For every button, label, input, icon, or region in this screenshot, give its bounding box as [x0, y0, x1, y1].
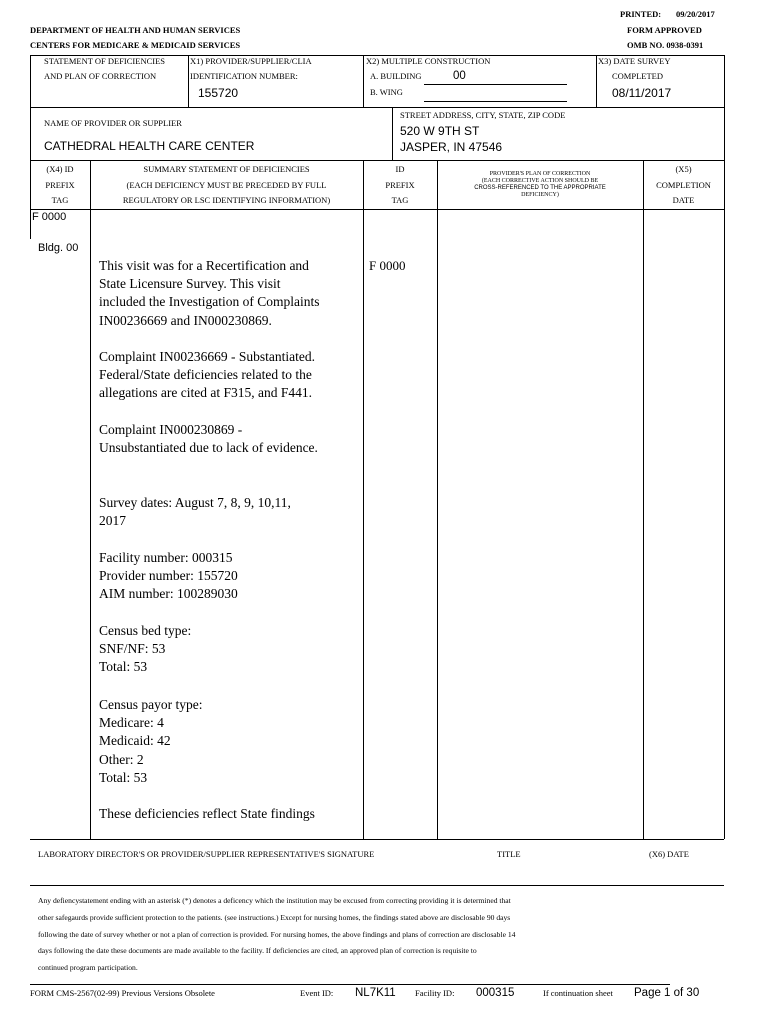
x1-label: X1) PROVIDER/SUPPLIER/CLIA — [190, 56, 312, 66]
id-header-2: PREFIX — [385, 180, 415, 190]
signature-label: LABORATORY DIRECTOR'S OR PROVIDER/SUPPLIER REPRESENTATIVE'S SIGNATURE — [38, 849, 375, 859]
x3-label: X3) DATE SURVEY — [598, 56, 671, 66]
building-label: A. BUILDING — [370, 71, 422, 81]
x1-label2: IDENTIFICATION NUMBER: — [190, 71, 298, 81]
facility-id-label: Facility ID: — [415, 988, 455, 998]
disclaimer-line: days following the date these documents are made available to the facility. If deficiencies are cited, an approved plan of correction is requisite to — [38, 946, 477, 956]
disclaimer-line: Any defiencystatement ending with an asterisk (*) denotes a deficency which the institution may be excused from correcting providing it is determined that — [38, 896, 511, 905]
id-header-3: TAG — [391, 195, 409, 205]
wing-label: B. WING — [370, 87, 403, 97]
id-header-1: ID — [395, 164, 405, 174]
id-tag: F 0000 — [369, 258, 406, 273]
event-id-label: Event ID: — [300, 988, 334, 998]
building-value: 00 — [453, 70, 466, 82]
prefix-tag: F 0000 — [32, 211, 67, 223]
building-tag: Bldg. 00 — [38, 242, 79, 254]
provider-name: CATHEDRAL HEALTH CARE CENTER — [44, 139, 255, 153]
facility-id-value: 000315 — [476, 987, 515, 999]
form-approved: FORM APPROVED — [627, 25, 702, 35]
paragraph-state-findings: These deficiencies reflect State findings — [99, 806, 315, 821]
department-title: DEPARTMENT OF HEALTH AND HUMAN SERVICES — [30, 25, 241, 35]
plan-header-3: CROSS-REFERENCED TO THE APPROPRIATE — [474, 185, 606, 191]
paragraph-recertification: This visit was for a Recertification and State Licensure Survey. This visit included the Investigation of Complaints IN00236669 and IN000230869. — [99, 258, 320, 328]
paragraph-complaint-substantiated: Complaint IN00236669 - Substantiated. Federal/State deficiencies related to the allegations are cited at F315, and F441. — [99, 349, 315, 401]
statement-label-line1: STATEMENT OF DEFICIENCIES — [44, 56, 166, 66]
date-label: (X6) DATE — [649, 849, 689, 859]
title-label: TITLE — [497, 849, 521, 859]
omb-number: OMB NO. 0938-0391 — [627, 40, 704, 50]
x4-header-1: (X4) ID — [46, 164, 74, 174]
continuation-label: If continuation sheet — [543, 988, 613, 998]
x2-label: X2) MULTIPLE CONSTRUCTION — [366, 56, 491, 66]
disclaimer-line: other safegaurds provide sufficient protection to the patients. (see instructions.) Except for nursing homes, the findings stated above are disclosable 90 days — [38, 912, 511, 922]
disclaimer — [38, 893, 718, 977]
centers-title: CENTERS FOR MEDICARE & MEDICAID SERVICES — [30, 40, 241, 50]
summary-header-2: (EACH DEFICIENCY MUST BE PRECEDED BY FULL — [126, 180, 327, 190]
paragraph-facility-numbers: Facility number: 000315 Provider number: 155720 AIM number: 100289030 — [99, 550, 238, 602]
paragraph-census-bed: Census bed type: SNF/NF: 53 Total: 53 — [99, 623, 192, 675]
statement-label-line2: AND PLAN OF CORRECTION — [44, 71, 157, 81]
x3-label2: COMPLETED — [612, 71, 663, 81]
summary-header-1: SUMMARY STATEMENT OF DEFICIENCIES — [143, 164, 310, 174]
printed-label: PRINTED: — [620, 9, 662, 19]
summary-header-3: REGULATORY OR LSC IDENTIFYING INFORMATION) — [122, 195, 331, 205]
summary-statement — [99, 257, 361, 823]
address-line1: 520 W 9TH ST — [400, 124, 480, 138]
plan-header-4: DEFICIENCY) — [521, 192, 559, 198]
page-number: Page 1 of 30 — [634, 987, 700, 999]
form-number: FORM CMS-2567(02-99) Previous Versions Obsolete — [30, 988, 215, 998]
provider-name-label: NAME OF PROVIDER OR SUPPLIER — [44, 118, 182, 128]
paragraph-census-payor: Census payor type: Medicare: 4 Medicaid: 42 Other: 2 Total: 53 — [99, 697, 203, 785]
x5-header-2: COMPLETION — [656, 180, 711, 190]
x5-header-3: DATE — [672, 195, 695, 205]
plan-header-2: (EACH CORRECTIVE ACTION SHOULD BE — [481, 178, 599, 184]
address-line2: JASPER, IN 47546 — [400, 140, 503, 154]
x4-header-2: PREFIX — [45, 180, 75, 190]
paragraph-complaint-unsubstantiated: Complaint IN000230869 - Unsubstantiated due to lack of evidence. — [99, 422, 318, 456]
disclaimer-line: continued program participation. — [38, 963, 138, 973]
event-id-value: NL7K11 — [355, 987, 396, 999]
paragraph-survey-dates: Survey dates: August 7, 8, 9, 10,11, 2017 — [99, 495, 291, 529]
x5-header-1: (X5) — [675, 164, 692, 174]
disclaimer-line: following the date of survey whether or not a plan of correction is provided. For nursing homes, the above findings and plans of correction are disclosable 14 — [38, 929, 516, 939]
provider-number-value: 155720 — [198, 86, 239, 100]
plan-header-1: PROVIDER'S PLAN OF CORRECTION — [489, 171, 591, 177]
printed-date: 09/20/2017 — [676, 9, 715, 19]
survey-date-value: 08/11/2017 — [612, 86, 672, 100]
address-label: STREET ADDRESS, CITY, STATE, ZIP CODE — [400, 110, 566, 120]
x4-header-3: TAG — [51, 195, 69, 205]
